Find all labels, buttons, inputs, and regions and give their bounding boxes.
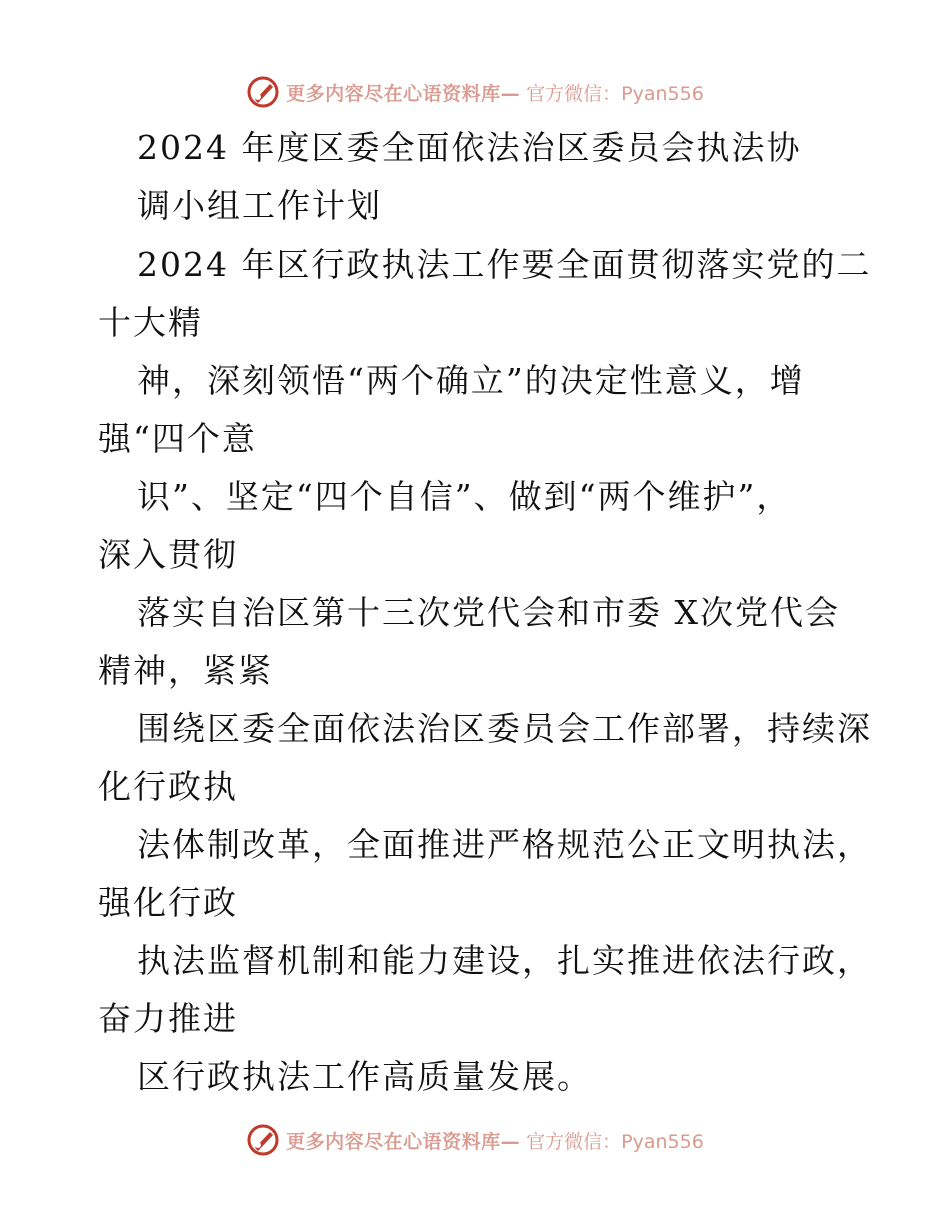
paragraph-line: 围绕区委全面依法治区委员会工作部署，持续深	[137, 709, 872, 748]
document-title-line-2: 调小组工作计划	[137, 186, 382, 225]
header-watermark	[0, 72, 950, 112]
paragraph-line: 法体制改革，全面推进严格规范公正文明执法，	[137, 825, 872, 864]
watermark-text: 更多内容尽在心语资料库—	[286, 82, 521, 105]
pen-logo-icon	[246, 1123, 280, 1157]
paragraph-line: 识”、坚定“四个自信”、做到“两个维护”，	[137, 477, 792, 516]
paragraph-line: 神，深刻领悟“两个确立”的决定性意义，增	[137, 361, 805, 400]
document-title-line-1: 2024 年度区委全面依法治区委员会执法协	[137, 128, 802, 167]
paragraph-line: 化行政执	[98, 767, 238, 806]
paragraph-line: 深入贯彻	[98, 535, 238, 574]
pen-logo-icon	[246, 75, 280, 109]
footer-watermark	[0, 1120, 950, 1160]
paragraph-line: 落实自治区第十三次党代会和市委 X次党代会	[137, 593, 840, 632]
watermark-contact: 官方微信：Pyan556	[526, 1130, 704, 1153]
paragraph-line: 强“四个意	[98, 419, 257, 458]
paragraph-line: 十大精	[98, 303, 203, 342]
paragraph-line: 2024 年区行政执法工作要全面贯彻落实党的二	[137, 245, 872, 284]
paragraph-line: 区行政执法工作高质量发展。	[137, 1057, 592, 1096]
watermark-text: 更多内容尽在心语资料库—	[286, 1130, 521, 1153]
paragraph-line: 奋力推进	[98, 999, 238, 1038]
paragraph-line: 强化行政	[98, 883, 238, 922]
paragraph-line: 精神，紧紧	[98, 651, 273, 690]
watermark-contact: 官方微信：Pyan556	[526, 82, 704, 105]
paragraph-line: 执法监督机制和能力建设，扎实推进依法行政，	[137, 941, 872, 980]
